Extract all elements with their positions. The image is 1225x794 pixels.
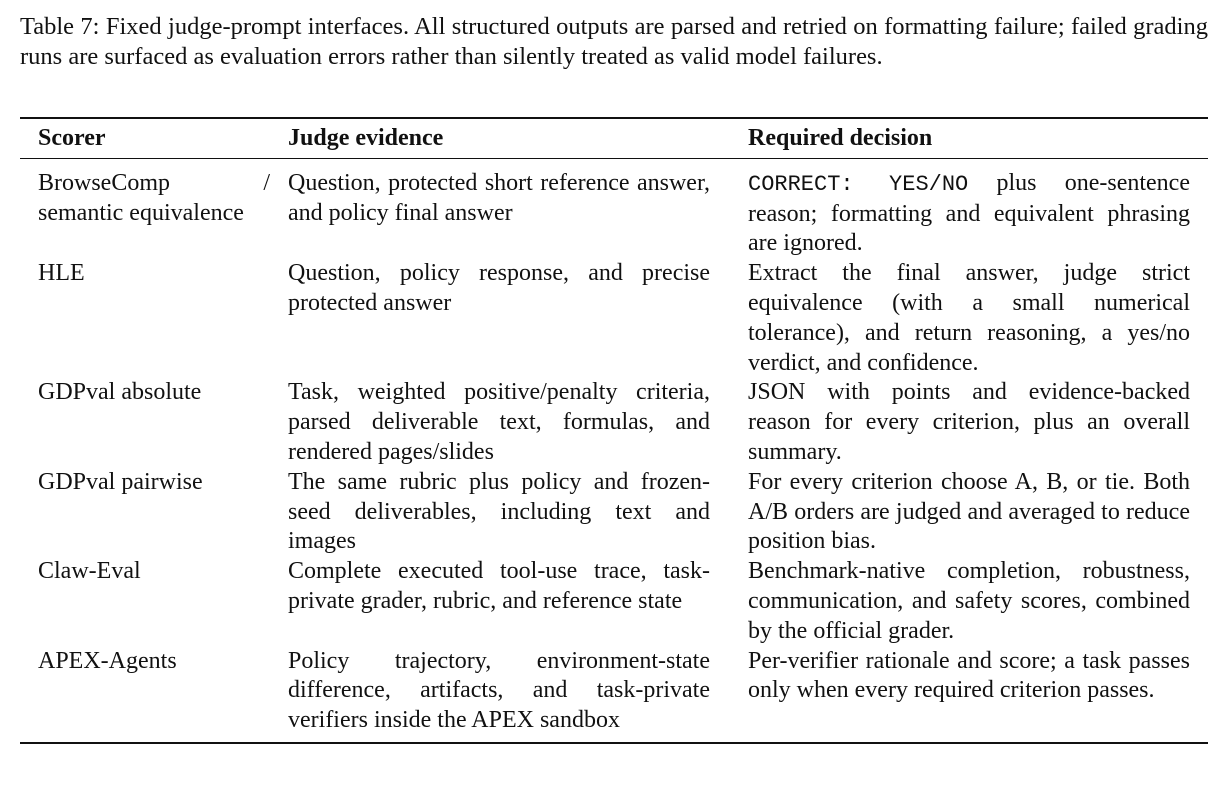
cell-scorer: BrowseComp / semantic equivalence [38, 169, 270, 226]
cell-scorer: APEX-Agents [38, 647, 177, 674]
cell-evidence: Question, policy response, and precise protected answer [288, 260, 710, 316]
decision-code: CORRECT: YES/NO [748, 171, 969, 197]
cell-decision: JSON with points and evidence-backed reason for every criterion, plus an overall summary. [748, 379, 1190, 465]
cell-evidence: Question, protected short reference answer, and policy final answer [288, 169, 710, 226]
header-required-decision: Required decision [748, 125, 933, 151]
header-row [20, 118, 1208, 158]
cell-decision: Extract the final answer, judge strict equivalence (with a small numerical tolerance), and return reasoning, a yes/no verdict, and confidence. [748, 260, 1190, 376]
cell-decision: Benchmark-native completion, robustness, communication, and safety scores, combined by the official grader. [748, 558, 1190, 644]
page [20, 12, 1208, 744]
table-container [20, 117, 1208, 744]
cell-evidence: Task, weighted positive/penalty criteria, parsed deliverable text, formulas, and rendered pages/slides [288, 379, 710, 465]
decision-text: plus one-sentence reason; formatting and equivalent phrasing are ignored. [748, 169, 1190, 257]
cell-scorer: Claw-Eval [38, 558, 141, 585]
table-row [20, 158, 1208, 259]
table-row [20, 259, 1208, 378]
cell-scorer: GDPval absolute [38, 379, 202, 406]
table-row [20, 557, 1208, 646]
cell-evidence: The same rubric plus policy and frozen-seed deliverables, including text and images [288, 468, 710, 555]
header-judge-evidence: Judge evidence [288, 125, 444, 151]
cell-decision [728, 158, 1208, 259]
table-caption: Table 7: Fixed judge-prompt interfaces. All structured outputs are parsed and retried on formatting failure; failed grading runs are surfaced as evaluation errors rather than silently treated as valid model failures. [20, 13, 1208, 70]
table-row [20, 468, 1208, 557]
cell-decision: For every criterion choose A, B, or tie. Both A/B orders are judged and averaged to reduce position bias. [748, 468, 1190, 555]
judge-interfaces-table [20, 117, 1208, 744]
cell-decision: Per-verifier rationale and score; a task passes only when every required criterion passes. [748, 647, 1190, 704]
table-row [20, 647, 1208, 743]
cell-evidence: Complete executed tool-use trace, task-private grader, rubric, and reference state [288, 558, 710, 614]
cell-evidence: Policy trajectory, environment-state difference, artifacts, and task-private verifiers inside the APEX sandbox [288, 647, 710, 734]
table-row [20, 378, 1208, 467]
cell-scorer: GDPval pairwise [38, 468, 203, 495]
cell-scorer: HLE [38, 260, 85, 287]
header-scorer: Scorer [38, 125, 106, 151]
